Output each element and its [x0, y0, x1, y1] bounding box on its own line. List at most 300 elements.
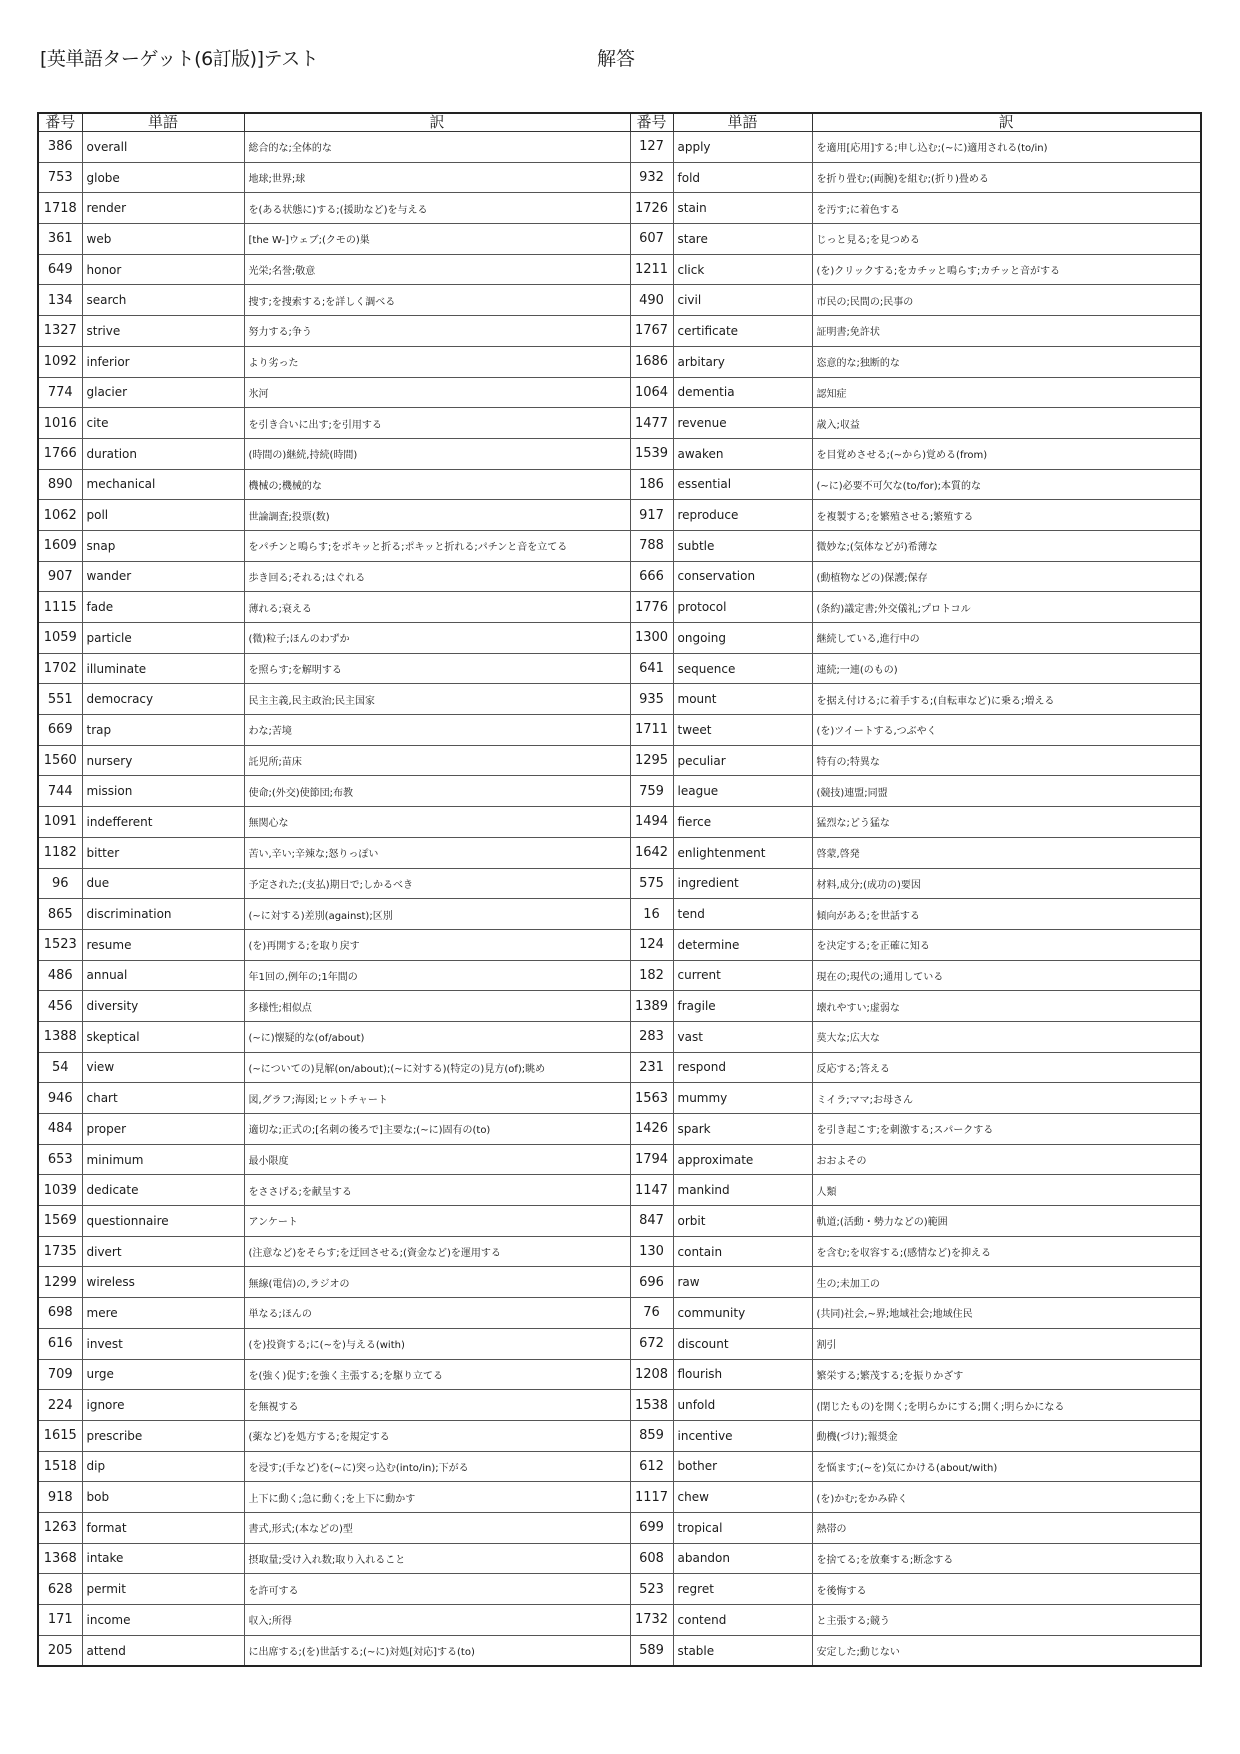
right-num: 1794: [630, 1144, 673, 1175]
vocab-body: [38, 132, 1201, 1667]
right-word: arbitary: [673, 346, 812, 377]
table-row: [38, 1052, 1201, 1083]
left-word: democracy: [82, 684, 244, 715]
right-word: conservation: [673, 561, 812, 592]
right-word: incentive: [673, 1420, 812, 1451]
right-word: awaken: [673, 438, 812, 469]
right-num: 1064: [630, 377, 673, 408]
right-meaning: 安定した;動じない: [812, 1635, 1201, 1666]
right-meaning: 連続;一連(のもの): [812, 653, 1201, 684]
table-row: [38, 224, 1201, 255]
table-row: [38, 1574, 1201, 1605]
left-num: 649: [38, 254, 82, 285]
right-num: 935: [630, 684, 673, 715]
left-meaning: (を)再開する;を取り戻す: [244, 929, 630, 960]
right-num: 1538: [630, 1390, 673, 1421]
left-num: 1263: [38, 1512, 82, 1543]
right-meaning: を捨てる;を放棄する;断念する: [812, 1543, 1201, 1574]
left-word: minimum: [82, 1144, 244, 1175]
left-word: nursery: [82, 745, 244, 776]
left-meaning: 薄れる;衰える: [244, 592, 630, 623]
right-num: 1563: [630, 1083, 673, 1114]
left-meaning: 無線(電信)の,ラジオの: [244, 1267, 630, 1298]
left-num: 134: [38, 285, 82, 316]
left-num: 744: [38, 776, 82, 807]
right-num: 1711: [630, 715, 673, 746]
left-word: resume: [82, 929, 244, 960]
right-num: 1642: [630, 837, 673, 868]
left-word: format: [82, 1512, 244, 1543]
table-row: [38, 991, 1201, 1022]
left-meaning: (~に)懐疑的な(of/about): [244, 1021, 630, 1052]
left-meaning: (薬など)を処方する;を規定する: [244, 1420, 630, 1451]
table-header-row: [38, 113, 1201, 132]
header-num-right: 番号: [630, 113, 673, 132]
left-meaning: 総合的な;全体的な: [244, 132, 630, 163]
left-num: 1523: [38, 929, 82, 960]
right-word: contend: [673, 1605, 812, 1636]
table-row: [38, 1482, 1201, 1513]
right-meaning: 反応する;答える: [812, 1052, 1201, 1083]
right-meaning: 莫大な;広大な: [812, 1021, 1201, 1052]
left-word: globe: [82, 162, 244, 193]
right-meaning: 熱帯の: [812, 1512, 1201, 1543]
right-num: 1295: [630, 745, 673, 776]
left-word: particle: [82, 623, 244, 654]
right-num: 283: [630, 1021, 673, 1052]
left-num: 1615: [38, 1420, 82, 1451]
header-meaning-right: 訳: [812, 113, 1201, 132]
left-word: duration: [82, 438, 244, 469]
left-num: 551: [38, 684, 82, 715]
right-word: community: [673, 1298, 812, 1329]
right-meaning: (を)ツイートする,つぶやく: [812, 715, 1201, 746]
table-row: [38, 469, 1201, 500]
right-num: 1767: [630, 316, 673, 347]
left-word: fade: [82, 592, 244, 623]
table-row: [38, 1328, 1201, 1359]
right-word: orbit: [673, 1206, 812, 1237]
left-meaning: 歩き回る;それる;はぐれる: [244, 561, 630, 592]
right-word: flourish: [673, 1359, 812, 1390]
left-num: 669: [38, 715, 82, 746]
left-num: 1368: [38, 1543, 82, 1574]
right-meaning: 割引: [812, 1328, 1201, 1359]
right-word: mankind: [673, 1175, 812, 1206]
right-num: 641: [630, 653, 673, 684]
left-num: 946: [38, 1083, 82, 1114]
left-num: 1016: [38, 408, 82, 439]
right-num: 1477: [630, 408, 673, 439]
right-num: 847: [630, 1206, 673, 1237]
right-word: respond: [673, 1052, 812, 1083]
left-num: 865: [38, 899, 82, 930]
left-word: due: [82, 868, 244, 899]
right-meaning: じっと見る;を見つめる: [812, 224, 1201, 255]
right-meaning: 材料,成分;(成功の)要因: [812, 868, 1201, 899]
left-word: diversity: [82, 991, 244, 1022]
table-row: [38, 500, 1201, 531]
right-word: league: [673, 776, 812, 807]
table-row: [38, 1114, 1201, 1145]
left-word: bob: [82, 1482, 244, 1513]
right-word: approximate: [673, 1144, 812, 1175]
right-word: stain: [673, 193, 812, 224]
table-row: [38, 162, 1201, 193]
left-word: illuminate: [82, 653, 244, 684]
right-num: 696: [630, 1267, 673, 1298]
left-meaning: 機械の;機械的な: [244, 469, 630, 500]
right-word: apply: [673, 132, 812, 163]
table-row: [38, 193, 1201, 224]
left-num: 1766: [38, 438, 82, 469]
right-num: 1539: [630, 438, 673, 469]
table-row: [38, 837, 1201, 868]
right-meaning: 証明書;免許状: [812, 316, 1201, 347]
left-meaning: 使命;(外交)使節団;布教: [244, 776, 630, 807]
right-word: unfold: [673, 1390, 812, 1421]
right-word: ongoing: [673, 623, 812, 654]
right-meaning: 継続している,進行中の: [812, 623, 1201, 654]
left-num: 1569: [38, 1206, 82, 1237]
left-meaning: を無視する: [244, 1390, 630, 1421]
left-num: 1518: [38, 1451, 82, 1482]
right-meaning: 特有の;特異な: [812, 745, 1201, 776]
left-num: 1718: [38, 193, 82, 224]
left-num: 456: [38, 991, 82, 1022]
right-meaning: 猛烈な;どう猛な: [812, 807, 1201, 838]
table-row: [38, 132, 1201, 163]
right-num: 16: [630, 899, 673, 930]
right-meaning: 軌道;(活動・勢力などの)範囲: [812, 1206, 1201, 1237]
left-word: indefferent: [82, 807, 244, 838]
right-num: 917: [630, 500, 673, 531]
left-meaning: 光栄;名誉;敬意: [244, 254, 630, 285]
page-title: [英単語ターゲット(6訂版)]テスト: [40, 48, 319, 70]
left-word: wander: [82, 561, 244, 592]
right-meaning: (競技)連盟;同盟: [812, 776, 1201, 807]
vocab-table: [37, 112, 1202, 1667]
right-word: certificate: [673, 316, 812, 347]
right-num: 490: [630, 285, 673, 316]
right-meaning: 現在の;現代の;通用している: [812, 960, 1201, 991]
left-num: 1091: [38, 807, 82, 838]
left-num: 386: [38, 132, 82, 163]
table-row: [38, 807, 1201, 838]
left-meaning: 予定された;(支払)期日で;しかるべき: [244, 868, 630, 899]
left-word: annual: [82, 960, 244, 991]
table-row: [38, 438, 1201, 469]
right-word: stable: [673, 1635, 812, 1666]
left-meaning: を引き合いに出す;を引用する: [244, 408, 630, 439]
right-meaning: 人類: [812, 1175, 1201, 1206]
left-num: 628: [38, 1574, 82, 1605]
left-word: permit: [82, 1574, 244, 1605]
right-num: 1300: [630, 623, 673, 654]
right-meaning: 歳入;収益: [812, 408, 1201, 439]
table-row: [38, 715, 1201, 746]
left-num: 753: [38, 162, 82, 193]
right-meaning: 壊れやすい;虚弱な: [812, 991, 1201, 1022]
left-word: trap: [82, 715, 244, 746]
left-num: 616: [38, 1328, 82, 1359]
left-word: render: [82, 193, 244, 224]
left-meaning: 無関心な: [244, 807, 630, 838]
left-num: 918: [38, 1482, 82, 1513]
left-word: income: [82, 1605, 244, 1636]
right-num: 523: [630, 1574, 673, 1605]
left-meaning: を(強く)促す;を強く主張する;を駆り立てる: [244, 1359, 630, 1390]
right-num: 1686: [630, 346, 673, 377]
right-meaning: を折り畳む;(両腕)を組む;(折り)畳める: [812, 162, 1201, 193]
right-word: bother: [673, 1451, 812, 1482]
right-meaning: を適用[応用]する;申し込む;(~に)適用される(to/in): [812, 132, 1201, 163]
right-meaning: (を)かむ;をかみ砕く: [812, 1482, 1201, 1513]
right-word: enlightenment: [673, 837, 812, 868]
right-meaning: 啓蒙,啓発: [812, 837, 1201, 868]
left-meaning: (~に対する)差別(against);区別: [244, 899, 630, 930]
left-meaning: アンケート: [244, 1206, 630, 1237]
left-word: search: [82, 285, 244, 316]
table-row: [38, 592, 1201, 623]
left-meaning: 収入;所得: [244, 1605, 630, 1636]
table-row: [38, 1298, 1201, 1329]
right-num: 1389: [630, 991, 673, 1022]
right-num: 666: [630, 561, 673, 592]
left-num: 1327: [38, 316, 82, 347]
left-meaning: より劣った: [244, 346, 630, 377]
header-word-right: 単語: [673, 113, 812, 132]
left-word: bitter: [82, 837, 244, 868]
right-meaning: を据え付ける;に着手する;(自転車など)に乗る;増える: [812, 684, 1201, 715]
left-meaning: 世論調査;投票(数): [244, 500, 630, 531]
header-meaning-left: 訳: [244, 113, 630, 132]
right-word: civil: [673, 285, 812, 316]
left-meaning: (微)粒子;ほんのわずか: [244, 623, 630, 654]
right-num: 759: [630, 776, 673, 807]
left-word: proper: [82, 1114, 244, 1145]
right-num: 672: [630, 1328, 673, 1359]
left-word: snap: [82, 530, 244, 561]
right-word: peculiar: [673, 745, 812, 776]
left-word: mechanical: [82, 469, 244, 500]
right-word: revenue: [673, 408, 812, 439]
left-num: 1059: [38, 623, 82, 654]
right-word: subtle: [673, 530, 812, 561]
right-word: vast: [673, 1021, 812, 1052]
right-meaning: を目覚めさせる;(~から)覚める(from): [812, 438, 1201, 469]
left-meaning: (時間の)継続,持続(時間): [244, 438, 630, 469]
left-num: 653: [38, 1144, 82, 1175]
left-word: invest: [82, 1328, 244, 1359]
table-row: [38, 1206, 1201, 1237]
table-row: [38, 1390, 1201, 1421]
header-word-left: 単語: [82, 113, 244, 132]
right-word: fold: [673, 162, 812, 193]
right-num: 859: [630, 1420, 673, 1451]
right-meaning: を含む;を収容する;(感情など)を抑える: [812, 1236, 1201, 1267]
left-word: intake: [82, 1543, 244, 1574]
table-row: [38, 868, 1201, 899]
left-num: 361: [38, 224, 82, 255]
right-num: 1208: [630, 1359, 673, 1390]
right-meaning: (条約)議定書;外交儀礼;プロトコル: [812, 592, 1201, 623]
left-meaning: 託児所;苗床: [244, 745, 630, 776]
right-meaning: 動機(づけ);報奨金: [812, 1420, 1201, 1451]
left-meaning: 書式,形式;(本などの)型: [244, 1512, 630, 1543]
left-meaning: 地球;世界;球: [244, 162, 630, 193]
left-num: 1299: [38, 1267, 82, 1298]
right-num: 1776: [630, 592, 673, 623]
right-meaning: を複製する;を繁殖させる;繁殖する: [812, 500, 1201, 531]
right-num: 130: [630, 1236, 673, 1267]
left-word: inferior: [82, 346, 244, 377]
right-word: mummy: [673, 1083, 812, 1114]
left-num: 205: [38, 1635, 82, 1666]
left-meaning: を浸す;(手など)を(~に)突っ込む(into/in);下がる: [244, 1451, 630, 1482]
table-row: [38, 1451, 1201, 1482]
left-word: skeptical: [82, 1021, 244, 1052]
left-meaning: 最小限度: [244, 1144, 630, 1175]
left-num: 1115: [38, 592, 82, 623]
right-meaning: を引き起こす;を刺激する;スパークする: [812, 1114, 1201, 1145]
left-word: mission: [82, 776, 244, 807]
left-meaning: (を)投資する;に(~を)与える(with): [244, 1328, 630, 1359]
left-num: 224: [38, 1390, 82, 1421]
left-meaning: 上下に動く;急に動く;を上下に動かす: [244, 1482, 630, 1513]
left-word: attend: [82, 1635, 244, 1666]
left-word: strive: [82, 316, 244, 347]
left-word: divert: [82, 1236, 244, 1267]
right-meaning: 繁栄する;繁茂する;を振りかざす: [812, 1359, 1201, 1390]
right-num: 788: [630, 530, 673, 561]
left-num: 907: [38, 561, 82, 592]
left-word: chart: [82, 1083, 244, 1114]
right-num: 76: [630, 1298, 673, 1329]
header-num-left: 番号: [38, 113, 82, 132]
left-meaning: わな;苦境: [244, 715, 630, 746]
left-num: 1388: [38, 1021, 82, 1052]
left-num: 1702: [38, 653, 82, 684]
table-row: [38, 530, 1201, 561]
right-num: 608: [630, 1543, 673, 1574]
left-word: mere: [82, 1298, 244, 1329]
table-row: [38, 561, 1201, 592]
table-row: [38, 929, 1201, 960]
left-meaning: 民主主義,民主政治;民主国家: [244, 684, 630, 715]
left-num: 1062: [38, 500, 82, 531]
right-word: sequence: [673, 653, 812, 684]
left-meaning: (注意など)をそらす;を迂回させる;(資金など)を運用する: [244, 1236, 630, 1267]
right-word: stare: [673, 224, 812, 255]
left-num: 54: [38, 1052, 82, 1083]
right-meaning: (閉じたもの)を開く;を明らかにする;開く;明らかになる: [812, 1390, 1201, 1421]
right-meaning: ミイラ;ママ;お母さん: [812, 1083, 1201, 1114]
left-num: 1735: [38, 1236, 82, 1267]
left-num: 171: [38, 1605, 82, 1636]
table-row: [38, 776, 1201, 807]
right-num: 124: [630, 929, 673, 960]
left-meaning: 苦い,辛い;辛辣な;怒りっぽい: [244, 837, 630, 868]
left-meaning: 努力する;争う: [244, 316, 630, 347]
left-meaning: を照らす;を解明する: [244, 653, 630, 684]
table-row: [38, 1021, 1201, 1052]
left-num: 1560: [38, 745, 82, 776]
table-row: [38, 408, 1201, 439]
right-num: 589: [630, 1635, 673, 1666]
right-word: tweet: [673, 715, 812, 746]
left-num: 484: [38, 1114, 82, 1145]
right-word: dementia: [673, 377, 812, 408]
right-word: reproduce: [673, 500, 812, 531]
right-word: tend: [673, 899, 812, 930]
right-num: 575: [630, 868, 673, 899]
right-num: 182: [630, 960, 673, 991]
table-row: [38, 316, 1201, 347]
left-word: honor: [82, 254, 244, 285]
right-word: discount: [673, 1328, 812, 1359]
right-num: 1494: [630, 807, 673, 838]
left-word: cite: [82, 408, 244, 439]
right-word: raw: [673, 1267, 812, 1298]
table-row: [38, 1420, 1201, 1451]
table-row: [38, 1267, 1201, 1298]
right-meaning: 傾向がある;を世話する: [812, 899, 1201, 930]
right-meaning: を決定する;を正確に知る: [812, 929, 1201, 960]
right-num: 1732: [630, 1605, 673, 1636]
left-num: 1039: [38, 1175, 82, 1206]
left-num: 96: [38, 868, 82, 899]
right-word: contain: [673, 1236, 812, 1267]
table-row: [38, 1175, 1201, 1206]
right-word: abandon: [673, 1543, 812, 1574]
right-num: 1147: [630, 1175, 673, 1206]
left-meaning: 捜す;を捜索する;を詳しく調べる: [244, 285, 630, 316]
right-word: determine: [673, 929, 812, 960]
table-row: [38, 377, 1201, 408]
right-num: 127: [630, 132, 673, 163]
left-meaning: 適切な;正式の;[名刺の後ろで]主要な;(~に)固有の(to): [244, 1114, 630, 1145]
right-word: tropical: [673, 1512, 812, 1543]
left-word: urge: [82, 1359, 244, 1390]
table-row: [38, 899, 1201, 930]
left-meaning: 摂取量;受け入れ数;取り入れること: [244, 1543, 630, 1574]
table-row: [38, 1512, 1201, 1543]
table-row: [38, 254, 1201, 285]
right-num: 1726: [630, 193, 673, 224]
left-meaning: を(ある状態に)する;(援助など)を与える: [244, 193, 630, 224]
left-num: 1182: [38, 837, 82, 868]
left-meaning: 氷河: [244, 377, 630, 408]
left-word: questionnaire: [82, 1206, 244, 1237]
left-meaning: 年1回の,例年の;1年間の: [244, 960, 630, 991]
left-word: wireless: [82, 1267, 244, 1298]
left-meaning: 多様性;相似点: [244, 991, 630, 1022]
right-meaning: (共同)社会,~界;地域社会;地域住民: [812, 1298, 1201, 1329]
left-word: ignore: [82, 1390, 244, 1421]
left-meaning: 図,グラフ;海図;ヒットチャート: [244, 1083, 630, 1114]
right-meaning: (を)クリックする;をカチッと鳴らす;カチッと音がする: [812, 254, 1201, 285]
right-meaning: 市民の;民間の;民事の: [812, 285, 1201, 316]
left-word: glacier: [82, 377, 244, 408]
table-row: [38, 285, 1201, 316]
table-row: [38, 1543, 1201, 1574]
right-meaning: 恣意的な;独断的な: [812, 346, 1201, 377]
right-word: essential: [673, 469, 812, 500]
table-row: [38, 1236, 1201, 1267]
right-num: 699: [630, 1512, 673, 1543]
left-word: overall: [82, 132, 244, 163]
